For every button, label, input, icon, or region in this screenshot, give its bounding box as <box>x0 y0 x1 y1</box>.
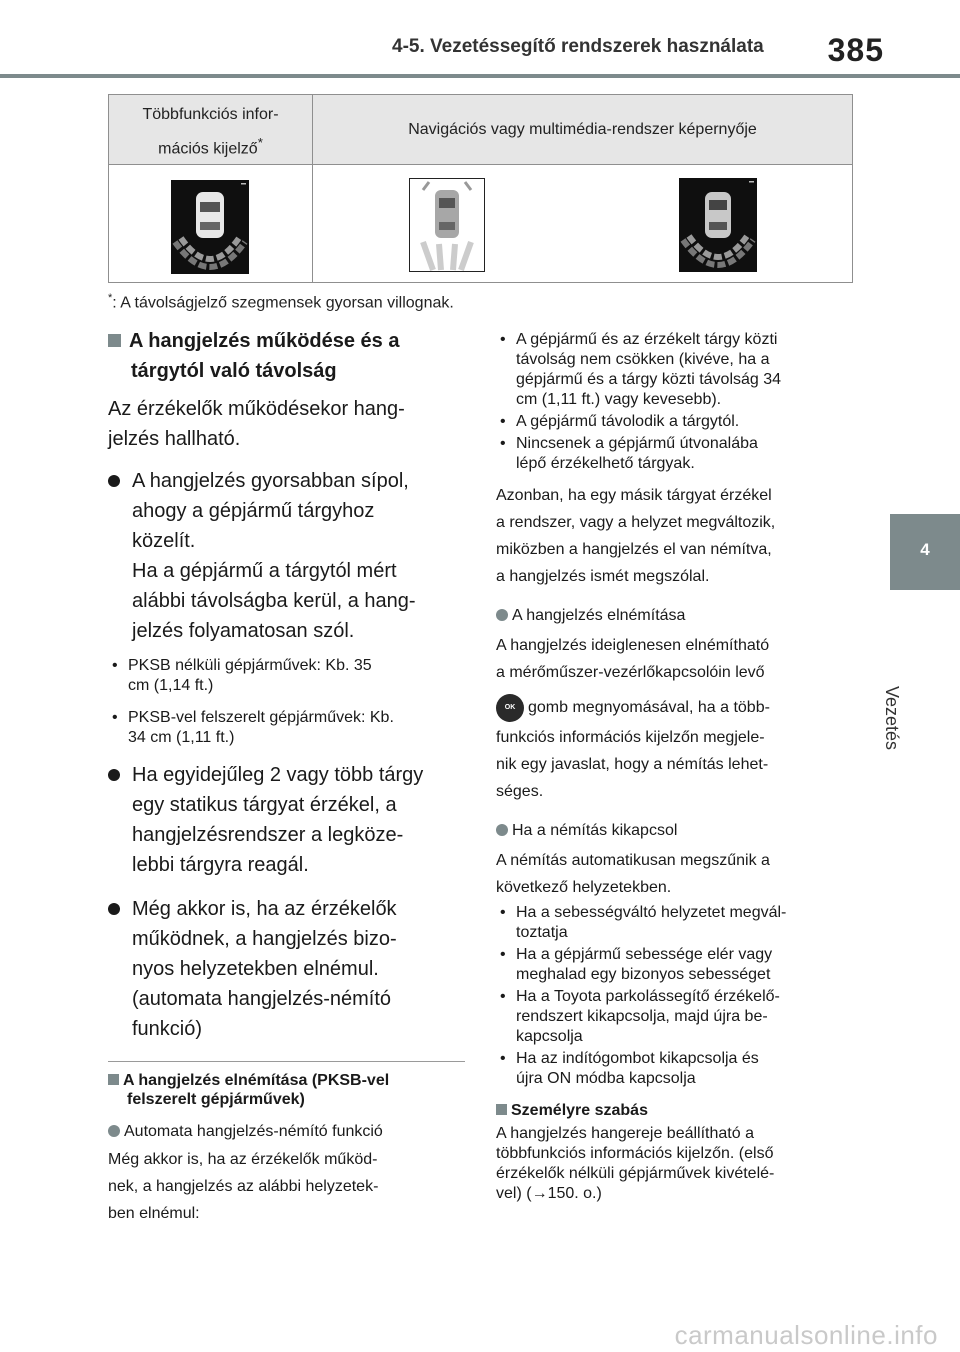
chapter-label: Vezetés <box>882 686 902 751</box>
list-line: • A gépjármű távolodik a tárgytól. <box>516 413 740 430</box>
list-line: gépjármű és a tárgy közti távolság 34 <box>516 371 782 388</box>
bullet-line: A hangjelzés gyorsabban sípol, <box>132 470 409 492</box>
left-column-bottom <box>108 1071 468 1227</box>
list-line: toztatja <box>516 924 568 941</box>
footnote-text: : A távolságjelző szegmensek gyorsan villognak. <box>112 294 454 312</box>
chapter-tab <box>890 514 960 590</box>
auto-mute-title-text: Automata hangjelzés-némító funkció <box>124 1123 383 1140</box>
para-line: nik egy javaslat, hogy a némítás lehet- <box>496 756 769 773</box>
heading-sound-distance-l1: A hangjelzés működése és a <box>129 330 400 352</box>
heading-mute-pksb-l1-wrap <box>108 1071 468 1090</box>
list-line: meghalad egy bizonyos sebességet <box>516 966 771 983</box>
left-column <box>108 326 468 1044</box>
list-line: • Ha a sebességváltó helyzetet megvál- <box>516 904 787 921</box>
display-table <box>108 94 853 283</box>
custom-line: többfunkciós információs kijelzőn. (első <box>496 1145 774 1162</box>
sub-item <box>108 708 468 748</box>
right-column <box>496 330 861 1204</box>
ok-button-icon: OK <box>496 694 524 722</box>
sub-item <box>108 656 468 696</box>
list-line: újra ON módba kapcsolja <box>516 1070 696 1087</box>
bullet-line: alábbi távolságba kerül, a hang- <box>132 590 416 612</box>
bullet-line: (automata hangjelzés-némító <box>132 988 392 1010</box>
custom-line: érzékelők nélküli gépjárművek kivételé- <box>496 1165 775 1182</box>
intro-line: Az érzékelők működésekor hang- <box>108 398 405 420</box>
list-line: • Ha a Toyota parkolássegítő érzékelő- <box>516 988 780 1005</box>
bullet-line: Ha egyidejűleg 2 vagy több tárgy <box>132 764 424 786</box>
table-cell-mid <box>109 165 313 282</box>
square-marker <box>108 1074 119 1085</box>
para-line: ben elnémul: <box>108 1205 200 1222</box>
chapter-label-wrap <box>880 640 960 751</box>
heading-sound-distance <box>108 326 468 386</box>
heading-sound-distance-l2: tárgytól való távolság <box>131 360 337 382</box>
col1-header-line2: mációs kijelző <box>158 140 258 158</box>
col1-header-line1: Többfunkciós infor- <box>142 106 279 123</box>
table-cell-nav <box>313 165 852 282</box>
custom-last-a: vel) ( <box>496 1185 532 1202</box>
auto-mute-title <box>108 1122 468 1142</box>
list-line: • Ha az indítógombot kikapcsolja és <box>516 1050 759 1067</box>
para-line-ok <box>496 694 861 722</box>
para-line: a hangjelzés ismét megszólal. <box>496 568 710 585</box>
list-item <box>496 412 861 432</box>
mute-text3: gomb megnyomásával, ha a több- <box>528 699 770 717</box>
sub-line: • PKSB-vel felszerelt gépjárművek: Kb. <box>128 709 394 726</box>
arrow-right-icon: → <box>531 1185 548 1202</box>
list-line: lépő érzékelhető tárgyak. <box>516 455 695 472</box>
square-marker <box>108 334 121 347</box>
bullet-line: Még akkor is, ha az érzékelők <box>132 898 397 920</box>
list-item <box>496 987 861 1047</box>
chapter-number: 4 <box>920 540 930 559</box>
para-line: a mérőműszer-vezérlőkapcsolóin levő <box>496 664 765 681</box>
watermark: carmanualsonline.info <box>674 1320 938 1350</box>
bullet-item <box>108 466 468 646</box>
list-item <box>496 903 861 943</box>
heading-mute-pksb <box>108 1071 468 1109</box>
list-item <box>496 330 861 410</box>
para-line: séges. <box>496 783 544 800</box>
section-title: 4-5. Vezetéssegítő rendszerek használata <box>392 36 764 57</box>
bullet-line: jelzés folyamatosan szól. <box>132 620 355 642</box>
col1-header-mark: * <box>257 135 263 150</box>
para-line: funkciós információs kijelzőn megjele- <box>496 729 765 746</box>
bullet-line: egy statikus tárgyat érzékel, a <box>132 794 397 816</box>
para-line: miközben a hangjelzés el van némítva, <box>496 541 772 558</box>
bullet-line: Ha a gépjármű a tárgytól mért <box>132 560 397 582</box>
page-ref-link[interactable]: 150. o.) <box>547 1185 602 1202</box>
heading-mute-pksb-l2: felszerelt gépjárművek) <box>127 1091 305 1108</box>
footnote-mark: * <box>108 292 113 304</box>
heading-customize-text: Személyre szabás <box>511 1102 648 1119</box>
para-line: A némítás automatikusan megszűnik a <box>496 852 770 869</box>
para-line: következő helyzetekben. <box>496 879 672 896</box>
heading-sound-distance-l1-wrap <box>108 326 468 356</box>
col1-header-line2-wrap <box>109 129 312 163</box>
circle-marker <box>496 609 508 621</box>
header-rule <box>0 74 960 78</box>
mid-display-image <box>171 180 249 274</box>
customize-text <box>496 1124 861 1204</box>
cancel-title <box>496 821 861 841</box>
cancel-text <box>496 847 861 901</box>
list-line: távolság nem csökken (kivéve, ha a <box>516 351 770 368</box>
square-marker <box>496 1104 507 1115</box>
section-divider <box>108 1061 465 1062</box>
sub-line: 34 cm (1,11 ft.) <box>128 729 235 746</box>
para-line: Azonban, ha egy másik tárgyat érzékel <box>496 487 772 504</box>
bullet-line: nyos helyzetekben elnémul. <box>132 958 379 980</box>
list-line: cm (1,11 ft.) vagy kevesebb). <box>516 391 722 408</box>
bullet-line: közelít. <box>132 530 196 552</box>
heading-mute-pksb-l1: A hangjelzés elnémítása (PKSB-vel <box>123 1072 390 1089</box>
list-item <box>496 434 861 474</box>
cancel-title-text: Ha a némítás kikapcsol <box>512 822 678 839</box>
list-item <box>496 1049 861 1089</box>
list-line: • Ha a gépjármű sebessége elér vagy <box>516 946 773 963</box>
intro-line: jelzés hallható. <box>108 428 241 450</box>
sub-line: cm (1,14 ft.) <box>128 677 214 694</box>
list-item <box>496 945 861 985</box>
list-line: • Nincsenek a gépjármű útvonalába <box>516 435 758 452</box>
sub-line: • PKSB nélküli gépjárművek: Kb. 35 <box>128 657 372 674</box>
bullet-line: lebbi tárgyra reagál. <box>132 854 309 876</box>
mute-text <box>496 632 861 805</box>
list-line: • A gépjármű és az érzékelt tárgy közti <box>516 331 778 348</box>
heading-customize <box>496 1101 861 1120</box>
para-line: nek, a hangjelzés az alábbi helyzetek- <box>108 1178 379 1195</box>
paragraph <box>496 482 861 590</box>
custom-line: A hangjelzés hangereje beállítható a <box>496 1125 754 1142</box>
bullet-line: működnek, a hangjelzés bizo- <box>132 928 397 950</box>
bullet-line: hangjelzésrendszer a legköze- <box>132 824 404 846</box>
circle-marker <box>496 824 508 836</box>
bullet-line: ahogy a gépjármű tárgyhoz <box>132 500 375 522</box>
para-line: Még akkor is, ha az érzékelők működ- <box>108 1151 378 1168</box>
bullet-line: funkció) <box>132 1018 203 1040</box>
auto-mute-text <box>108 1146 468 1227</box>
list-line: rendszert kikapcsolja, majd újra be- <box>516 1008 768 1025</box>
nav-display-image-white <box>409 178 485 272</box>
mute-title <box>496 606 861 626</box>
para-line: a rendszer, vagy a helyzet megváltozik, <box>496 514 776 531</box>
custom-line-last <box>496 1184 861 1204</box>
bullet-item <box>108 760 468 880</box>
nav-display-image-dark <box>679 178 757 272</box>
list-line: kapcsolja <box>516 1028 583 1045</box>
circle-marker <box>108 1125 120 1137</box>
table-header-mid <box>109 95 313 165</box>
table-header-nav: Navigációs vagy multimédia-rendszer képernyője <box>313 95 852 165</box>
intro-text <box>108 394 468 454</box>
para-line: A hangjelzés ideiglenesen elnémítható <box>496 637 770 654</box>
bullet-item <box>108 894 468 1044</box>
table-footnote <box>108 292 454 312</box>
page-number: 385 <box>827 32 884 68</box>
mute-title-text: A hangjelzés elnémítása <box>512 607 686 624</box>
